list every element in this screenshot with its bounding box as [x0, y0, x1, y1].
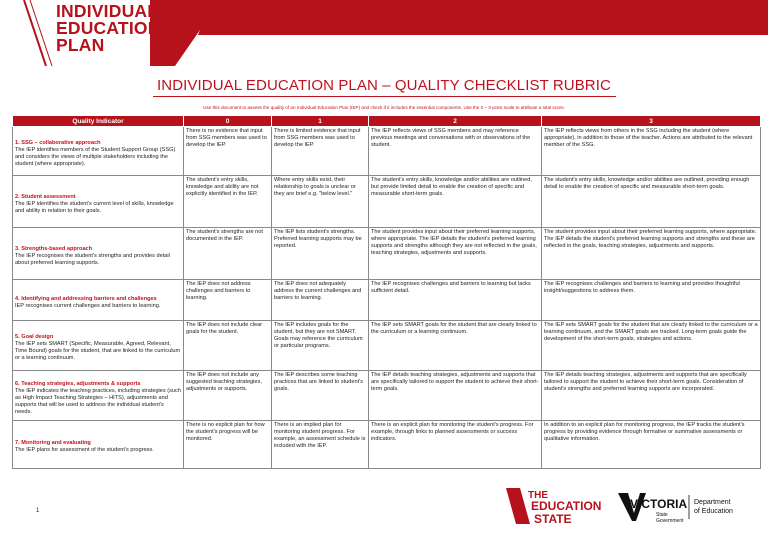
indicator-description: The IEP recognises the student's strengths and provides detail about preferred learning supports.	[15, 252, 170, 266]
score-1-cell: The IEP lists student's strengths. Preferred learning supports may be reported.	[272, 228, 369, 280]
score-3-cell: In addition to an explicit plan for monitoring progress, the IEP tracks the student's progress by providing evidence through formative or summative assessments or qualitative information.	[542, 421, 761, 469]
score-1-cell: The IEP does not adequately address the current challenges and barriers to learning.	[272, 280, 369, 321]
score-0-cell: The IEP does not include clear goals for the student.	[184, 321, 272, 371]
indicator-title: 5. Goal design	[15, 334, 54, 340]
indicator-title: 4. Identifying and addressing barriers and challenges	[15, 295, 157, 302]
indicator-cell	[13, 127, 184, 176]
score-2-cell: The IEP details teaching strategies, adjustments and supports that are specifically tailored to support the student to achieve their short-term goals.	[369, 371, 542, 421]
score-3-cell: The IEP reflects views from others in the SSG including the student (where appropriate), in addition to those of the teacher. Actions are attributed to the relevant member of the SSG.	[542, 127, 761, 176]
score-1-cell: The IEP describes some teaching practices that are linked to student's goals.	[272, 371, 369, 421]
indicator-title: 1. SSG – collaborative approach	[15, 139, 101, 146]
score-0-cell: The student's strengths are not documented in the IEP.	[184, 228, 272, 280]
score-3-cell: The IEP details teaching strategies, adjustments and supports that are specifically tailored to support the student to achieve their short-term goals. Consideration of student's strengths and preferred learning supports are incorporated.	[542, 371, 761, 421]
table-row	[13, 421, 761, 469]
score-1-cell: Where entry skills exist, their relationship to goals is unclear or they are brief e.g. "below level."	[272, 176, 369, 228]
table-row	[13, 321, 761, 371]
score-1-cell: There is an implied plan for monitoring student progress. For example, an assessment schedule is included with the IEP.	[272, 421, 369, 469]
table-header-row	[13, 116, 761, 127]
score-2-cell: The IEP reflects views of SSG members and may reference previous meetings and conversations with or observations of the student.	[369, 127, 542, 176]
table-row	[13, 280, 761, 321]
rubric-table	[12, 115, 761, 469]
indicator-cell	[13, 280, 184, 321]
score-0-cell: The IEP does not include any suggested teaching strategies, adjustments or supports.	[184, 371, 272, 421]
es-line-3: STATE	[534, 512, 572, 526]
indicator-description: IEP recognises current challenges and barriers to learning.	[15, 302, 161, 309]
score-3-cell: The student provides input about their preferred learning supports, where appropriate. The IEP details the student's preferred learning supports and strengths and these are reflected in the goals, teaching strategies, adjustments and supports.	[542, 228, 761, 280]
table-row	[13, 371, 761, 421]
victoria-sub-2: Government	[656, 518, 684, 524]
header-score-1: 1	[272, 116, 369, 127]
score-3-cell: The student's entry skills, knowledge and/or abilities are outlined, providing enough detail to enable the creation of specific and measurable short-term goals.	[542, 176, 761, 228]
score-0-cell: The IEP does not address challenges and barriers to learning.	[184, 280, 272, 321]
victoria-word: VICTORIA	[630, 497, 688, 511]
indicator-title: 7. Monitoring and evaluating	[15, 440, 91, 446]
score-0-cell: There is no evidence that input from SSG members was used to develop the IEP.	[184, 127, 272, 176]
score-2-cell: The IEP sets SMART goals for the student that are clearly linked to the curriculum or a learning continuum.	[369, 321, 542, 371]
header-score-3: 3	[542, 116, 761, 127]
indicator-title: 3. Strengths-based approach	[15, 245, 93, 252]
score-3-cell: The IEP sets SMART goals for the student that are clearly linked to the curriculum or a learning continuum, and the SMART goals are tracked. Long-term goals guide the development of the short-term goals, strategies and actions.	[542, 321, 761, 371]
indicator-description: The IEP identifies the student's current level of skills, knowledge and ability in relation to their goals.	[15, 200, 174, 214]
score-0-cell: The student's entry skills, knowledge and ability are not explicitly identified in the IEP.	[184, 176, 272, 228]
title-divider	[153, 96, 616, 97]
score-1-cell: There is limited evidence that input from SSG members was used to develop the IEP.	[272, 127, 369, 176]
indicator-cell	[13, 176, 184, 228]
es-line-2: EDUCATION	[531, 499, 602, 513]
score-1-cell: The IEP includes goals for the student, but they are not SMART. Goals may reference the curriculum or particular programs.	[272, 321, 369, 371]
page-number: 1	[36, 508, 40, 514]
department-line-1: Department	[694, 499, 731, 506]
indicator-cell	[13, 371, 184, 421]
score-2-cell: There is an explicit plan for monitoring the student's progress. For example, through links to planned assessments or success indicators.	[369, 421, 542, 469]
indicator-cell	[13, 228, 184, 280]
page-title: INDIVIDUAL EDUCATION PLAN – QUALITY CHECKLIST RUBRIC	[157, 77, 611, 94]
score-2-cell: The student's entry skills, knowledge and/or abilities are outlined, but provide limited detail to enable the creation of specific and measurable short-term goals.	[369, 176, 542, 228]
education-state-logo	[506, 486, 606, 526]
logo-line-3: PLAN	[56, 35, 105, 55]
indicator-description: The IEP sets SMART (Specific, Measurable, Agreed, Relevant, Time Bound) goals for the student, that are linked to the curriculum or a learning continuum.	[15, 341, 181, 361]
indicator-description: The IEP identifies members of the Student Support Group (SSG) and considers the views of multiple stakeholders including the student (where appropriate).	[15, 146, 176, 167]
indicator-description: The IEP plans for assessment of the student's progress.	[15, 447, 154, 453]
header-quality-indicator: Quality Indicator	[13, 116, 184, 127]
score-2-cell: The student provides input about their preferred learning supports, where appropriate. The IEP details the student's preferred learning supports and strengths although they are not reflected in the goals, teaching strategies, adjustments and supports.	[369, 228, 542, 280]
header-banner	[0, 0, 768, 66]
logo-line-1: INDIVIDUAL	[56, 1, 159, 21]
header-score-2: 2	[369, 116, 542, 127]
victoria-government-logo	[616, 489, 766, 525]
iep-logo	[56, 3, 161, 54]
indicator-title: 2. Student assessment	[15, 193, 76, 200]
table-row	[13, 127, 761, 176]
header-score-0: 0	[184, 116, 272, 127]
instructions-text: Use this document to assess the quality of an Individual Education Plan (IEP) and check if it includes the essential components. Use the 0 – 3-point scale to attribute a total score.	[203, 105, 565, 110]
indicator-cell	[13, 421, 184, 469]
department-line-2: of Education	[694, 508, 733, 515]
logo-line-2: EDUCATION	[56, 18, 161, 38]
indicator-title: 6. Teaching strategies, adjustments & supports	[15, 380, 141, 387]
victoria-sub-1: State	[656, 512, 668, 518]
score-0-cell: There is no explicit plan for how the student's progress will be monitored.	[184, 421, 272, 469]
table-row	[13, 228, 761, 280]
score-2-cell: The IEP recognises challenges and barriers to learning but lacks sufficient detail.	[369, 280, 542, 321]
indicator-cell	[13, 321, 184, 371]
indicator-description: The IEP indicates the teaching practices, including strategies (such as High Impact Teaching Strategies – HITS), adjustments and supports that will be used to address the individual student's needs.	[15, 387, 181, 415]
es-line-1: THE	[528, 490, 548, 501]
score-3-cell: The IEP recognises challenges and barriers to learning and provides thoughtful insight/suggestions to address them.	[542, 280, 761, 321]
table-row	[13, 176, 761, 228]
